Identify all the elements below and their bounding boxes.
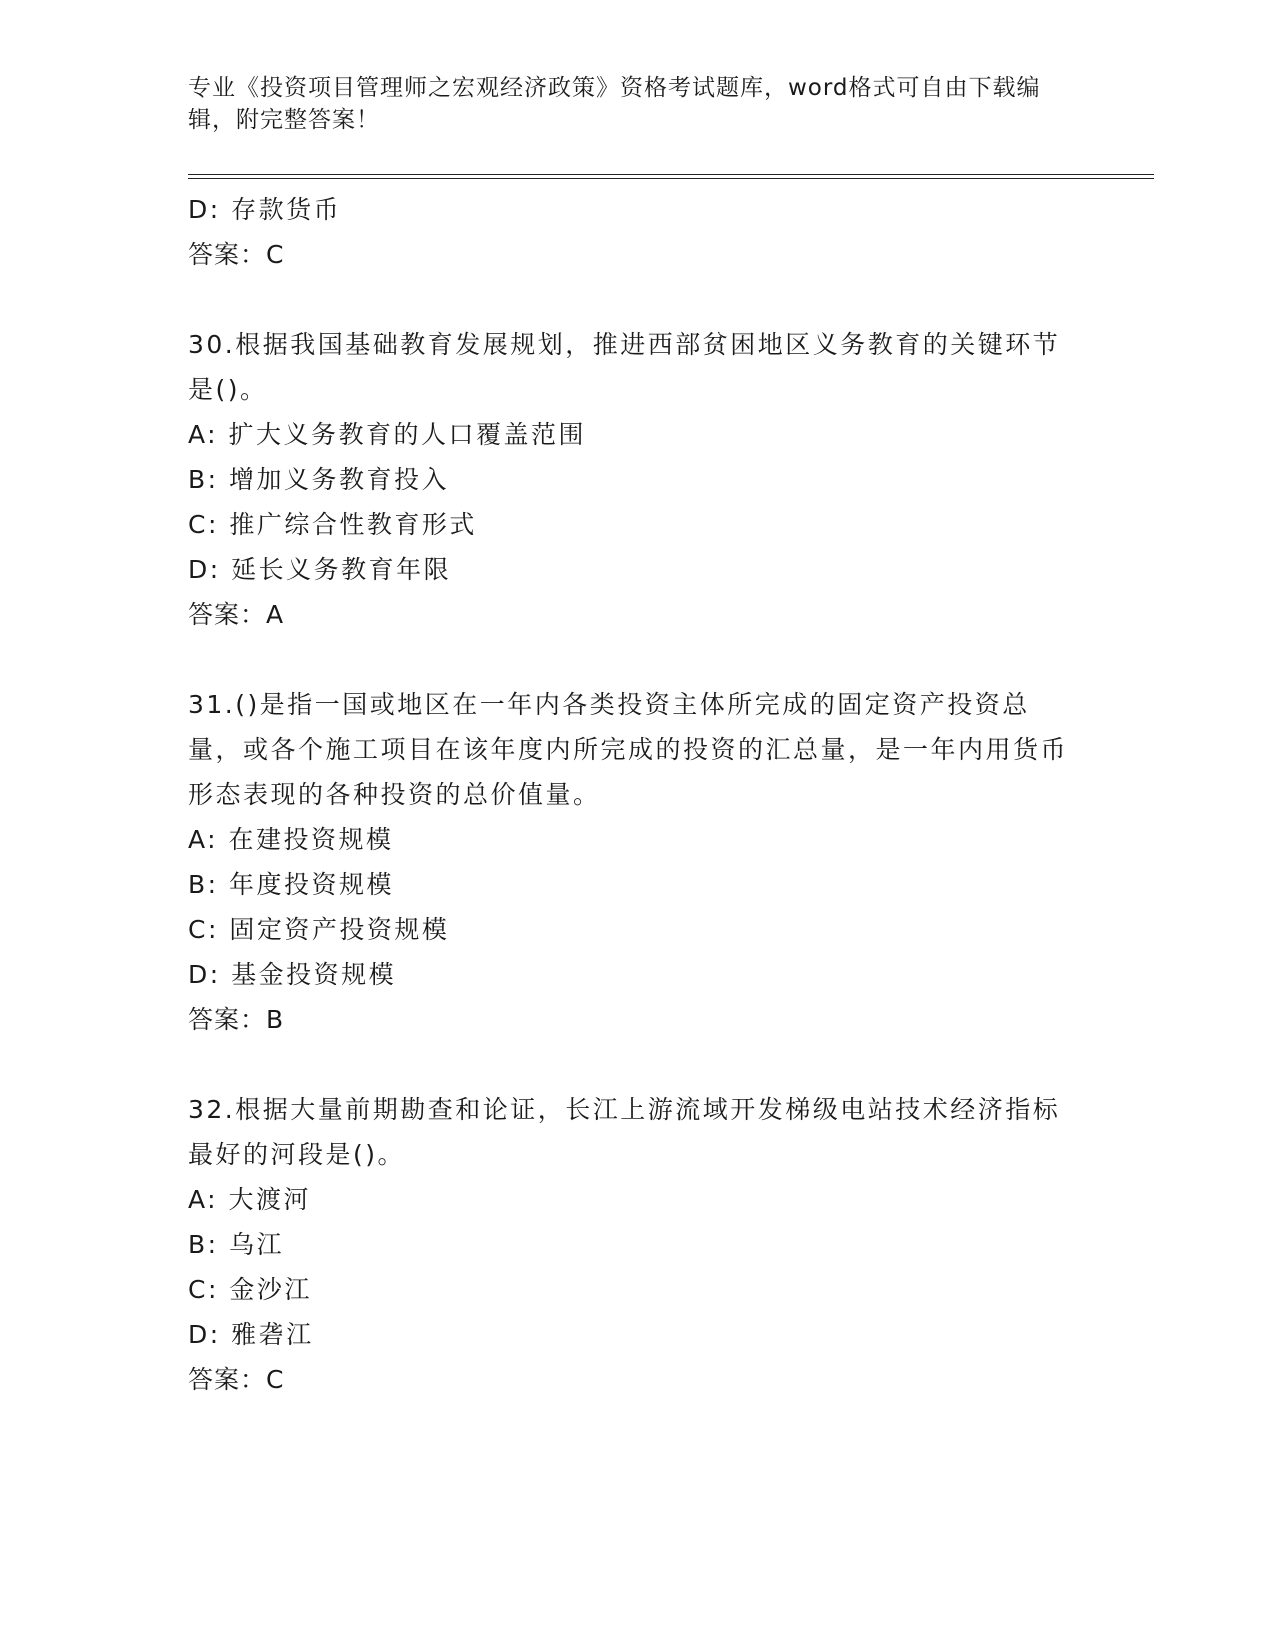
option-d: D: 雅砻江	[188, 1320, 314, 1349]
header-divider	[188, 174, 1154, 179]
spacer	[188, 1042, 1148, 1087]
option-c: C: 推广综合性教育形式	[188, 510, 477, 539]
spacer	[188, 277, 1148, 322]
answer-line: 答案：A	[188, 600, 285, 629]
answer-line: 答案：C	[188, 1365, 285, 1394]
option-b: B: 乌江	[188, 1230, 285, 1259]
option-b: B: 年度投资规模	[188, 870, 395, 899]
answer-line: 答案：B	[188, 1005, 285, 1034]
previous-question-tail	[188, 187, 1148, 277]
option-b: B: 增加义务教育投入	[188, 465, 450, 494]
option-c: C: 固定资产投资规模	[188, 915, 450, 944]
option-d: D: 延长义务教育年限	[188, 555, 452, 584]
document-header: 专业《投资项目管理师之宏观经济政策》资格考试题库，word格式可自由下载编辑，附完整答案！	[188, 75, 1041, 133]
question-stem: 31.()是指一国或地区在一年内各类投资主体所完成的固定资产投资总量，或各个施工项目在该年度内所完成的投资的汇总量，是一年内用货币形态表现的各种投资的总价值量。	[188, 690, 1069, 809]
option-d: D: 存款货币	[188, 195, 342, 224]
spacer	[188, 637, 1148, 682]
answer-line: 答案：C	[188, 240, 285, 269]
option-a: A: 大渡河	[188, 1185, 312, 1214]
document-page	[188, 72, 1148, 1402]
question-30	[188, 322, 1148, 637]
question-stem: 32.根据大量前期勘查和论证，长江上游流域开发梯级电站技术经济指标最好的河段是()。	[188, 1095, 1061, 1169]
option-a: A: 在建投资规模	[188, 825, 394, 854]
question-31	[188, 682, 1148, 1042]
question-stem: 30.根据我国基础教育发展规划，推进西部贫困地区义务教育的关键环节是()。	[188, 330, 1061, 404]
option-a: A: 扩大义务教育的人口覆盖范围	[188, 420, 587, 449]
question-32	[188, 1087, 1148, 1402]
option-d: D: 基金投资规模	[188, 960, 397, 989]
option-c: C: 金沙江	[188, 1275, 312, 1304]
